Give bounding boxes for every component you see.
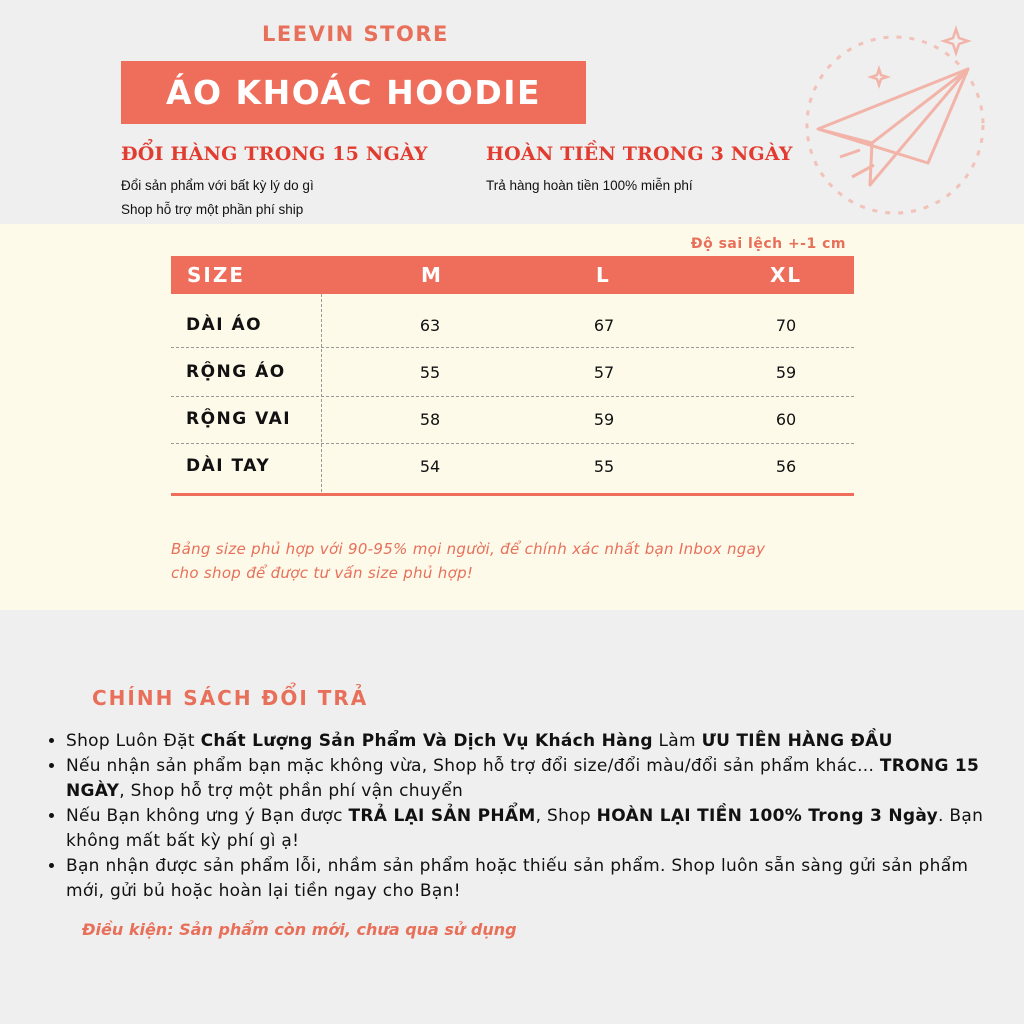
cell-xl: 59 xyxy=(775,363,797,382)
refund-line: Trả hàng hoàn tiền 100% miễn phí xyxy=(486,178,693,193)
header-m: M xyxy=(421,263,443,287)
policy-text: Bạn nhận được sản phẩm lỗi, nhầm sản phẩm hoặc thiếu sản phẩm. Shop luôn sẵn sàng gửi sản phẩm mới, gửi bủ hoặc hoàn lại tiền ngay cho Bạn! xyxy=(66,856,969,901)
table-bottom-border xyxy=(171,493,854,496)
policy-text: , Shop hỗ trợ một phần phí vận chuyển xyxy=(119,781,464,801)
return-policy-list xyxy=(44,729,1006,904)
policy-text: , Shop xyxy=(535,806,597,826)
cell-xl: 70 xyxy=(775,316,797,335)
row-label: DÀI TAY xyxy=(186,456,271,476)
policy-text: Làm xyxy=(652,731,702,751)
store-name: LEEVIN STORE xyxy=(262,22,449,46)
cell-l: 57 xyxy=(593,363,615,382)
row-label: RỘNG ÁO xyxy=(186,362,286,382)
cell-m: 63 xyxy=(419,316,441,335)
cell-m: 58 xyxy=(419,410,441,429)
row-divider xyxy=(171,347,854,348)
list-item xyxy=(66,729,1006,754)
refund-heading: HOÀN TIỀN TRONG 3 NGÀY xyxy=(486,143,793,165)
title-banner xyxy=(121,61,586,124)
cell-l: 59 xyxy=(593,410,615,429)
product-title: ÁO KHOÁC HOODIE xyxy=(165,73,542,112)
list-item xyxy=(66,804,1006,854)
size-note xyxy=(171,537,871,585)
table-row xyxy=(171,303,854,350)
policy-emphasis: TRONG 15 NGÀY xyxy=(66,756,980,801)
header-l: L xyxy=(596,263,611,287)
column-divider xyxy=(321,294,322,492)
table-row xyxy=(171,444,854,491)
paper-plane-icon xyxy=(800,25,990,215)
tolerance-note: Độ sai lệch +-1 cm xyxy=(690,236,846,252)
header-size: SIZE xyxy=(187,263,246,287)
size-table-header xyxy=(171,256,854,294)
list-item xyxy=(66,754,1006,804)
exchange-line: Shop hỗ trợ một phần phí ship xyxy=(121,202,304,217)
size-note-line: Bảng size phủ hợp với 90-95% mọi người, để chính xác nhất bạn Inbox ngay xyxy=(171,540,766,558)
exchange-heading: ĐỔI HÀNG TRONG 15 NGÀY xyxy=(121,143,428,165)
table-row xyxy=(171,350,854,397)
list-item xyxy=(66,854,1006,904)
return-policy-title: CHÍNH SÁCH ĐỔI TRẢ xyxy=(92,686,369,710)
policy-text: Nếu nhận sản phẩm bạn mặc không vừa, Shop hỗ trợ đổi size/đổi màu/đổi sản phẩm khác... xyxy=(66,756,880,776)
policy-text: Shop Luôn Đặt xyxy=(66,731,201,751)
table-row xyxy=(171,397,854,444)
size-note-line: cho shop để được tư vấn size phủ hợp! xyxy=(171,564,474,582)
policy-emphasis: Chất Lượng Sản Phẩm Và Dịch Vụ Khách Hàng xyxy=(200,731,653,751)
policy-text: Nếu Bạn không ưng ý Bạn được xyxy=(66,806,349,826)
policy-text: . Bạn không mất bất kỳ phí gì ạ! xyxy=(66,806,984,851)
policy-emphasis: HOÀN LẠI TIỀN 100% Trong 3 Ngày xyxy=(596,806,939,826)
cell-l: 55 xyxy=(593,457,615,476)
header-xl: XL xyxy=(770,263,803,287)
cell-m: 54 xyxy=(419,457,441,476)
row-label: DÀI ÁO xyxy=(186,315,263,335)
row-label: RỘNG VAI xyxy=(186,409,292,429)
cell-xl: 56 xyxy=(775,457,797,476)
cell-xl: 60 xyxy=(775,410,797,429)
cell-m: 55 xyxy=(419,363,441,382)
cell-l: 67 xyxy=(593,316,615,335)
exchange-line: Đổi sản phẩm với bất kỳ lý do gì xyxy=(121,178,314,193)
policy-emphasis: ƯU TIÊN HÀNG ĐẦU xyxy=(701,731,893,751)
policy-emphasis: TRẢ LẠI SẢN PHẨM xyxy=(348,806,536,826)
exchange-details xyxy=(121,174,314,222)
condition-note: Điều kiện: Sản phẩm còn mới, chưa qua sử dụng xyxy=(82,920,517,939)
refund-details xyxy=(486,174,693,198)
